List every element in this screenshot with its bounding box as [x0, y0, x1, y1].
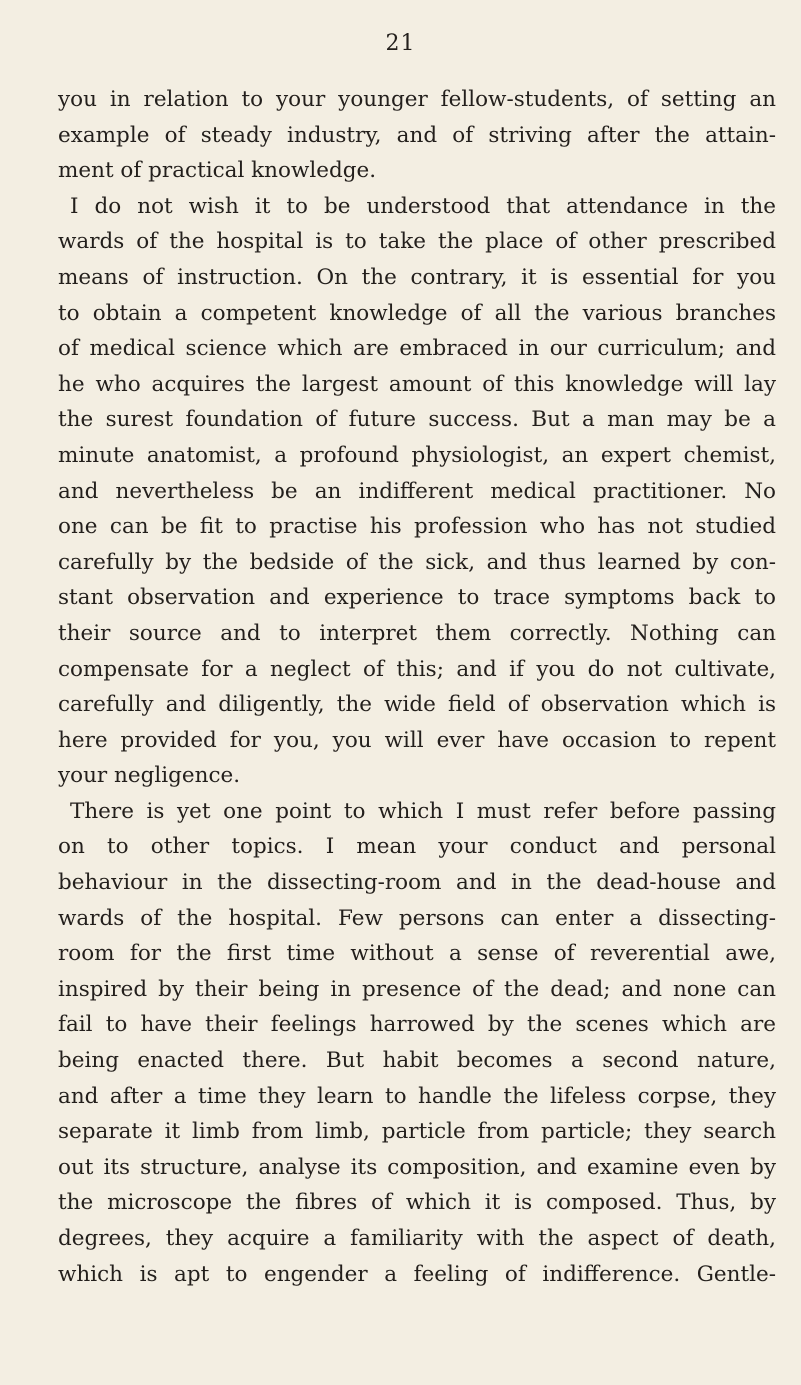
text-line: stant observation and experience to trace symptoms back to	[58, 585, 776, 611]
text-line: inspired by their being in presence of the dead; and none can	[58, 976, 776, 1002]
text-line: example of steady industry, and of striving after the attain-	[58, 122, 776, 148]
text-line: means of instruction. On the contrary, it is essential for you	[58, 264, 776, 290]
text-line: to obtain a competent knowledge of all the various branches	[58, 300, 776, 326]
text-line: the microscope the fibres of which it is composed. Thus, by	[58, 1190, 776, 1216]
text-line: on to other topics. I mean your conduct and personal	[58, 834, 776, 860]
page-number: 21	[385, 31, 416, 56]
text-line: carefully and diligently, the wide field of observation which is	[58, 692, 776, 718]
text-line: the surest foundation of future success. But a man may be a	[58, 407, 776, 433]
text-line: being enacted there. But habit becomes a second nature,	[58, 1048, 776, 1074]
text-line: and nevertheless be an indifferent medical practitioner. No	[58, 478, 776, 504]
text-line: their source and to interpret them correctly. Nothing can	[58, 620, 776, 646]
text-line: and after a time they learn to handle the lifeless corpse, they	[58, 1083, 776, 1109]
text-line: out its structure, analyse its composition, and examine even by	[58, 1154, 776, 1180]
text-line: you in relation to your younger fellow-students, of setting an	[58, 87, 776, 112]
text-line: There is yet one point to which I must refer before passing	[70, 798, 776, 824]
text-line: separate it limb from limb, particle from particle; they search	[58, 1119, 776, 1145]
text-line: which is apt to engender a feeling of indifference. Gentle-	[58, 1261, 776, 1287]
text-line: ment of practical knowledge.	[58, 158, 377, 184]
text-line: I do not wish it to be understood that attendance in the	[70, 193, 776, 219]
text-line: fail to have their feelings harrowed by the scenes which are	[58, 1012, 776, 1038]
text-line: carefully by the bedside of the sick, and thus learned by con-	[58, 549, 776, 575]
text-line: he who acquires the largest amount of this knowledge will lay	[58, 371, 776, 397]
text-line: minute anatomist, a profound physiologist, an expert chemist,	[58, 442, 776, 468]
text-line: your negligence.	[58, 763, 241, 789]
text-line: here provided for you, you will ever have occasion to repent	[58, 727, 776, 753]
text-line: degrees, they acquire a familiarity with the aspect of death,	[58, 1226, 776, 1251]
text-line: room for the first time without a sense of reverential awe,	[58, 941, 776, 967]
text-line: compensate for a neglect of this; and if you do not cultivate,	[58, 656, 776, 682]
text-line: one can be fit to practise his profession who has not studied	[58, 514, 776, 540]
body-text	[58, 82, 776, 1292]
text-line: wards of the hospital is to take the place of other prescribed	[58, 229, 776, 255]
text-line: behaviour in the dissecting-room and in the dead-house and	[58, 870, 776, 896]
text-line: wards of the hospital. Few persons can enter a dissecting-	[58, 905, 776, 931]
text-line: of medical science which are embraced in our curriculum; and	[58, 336, 776, 362]
